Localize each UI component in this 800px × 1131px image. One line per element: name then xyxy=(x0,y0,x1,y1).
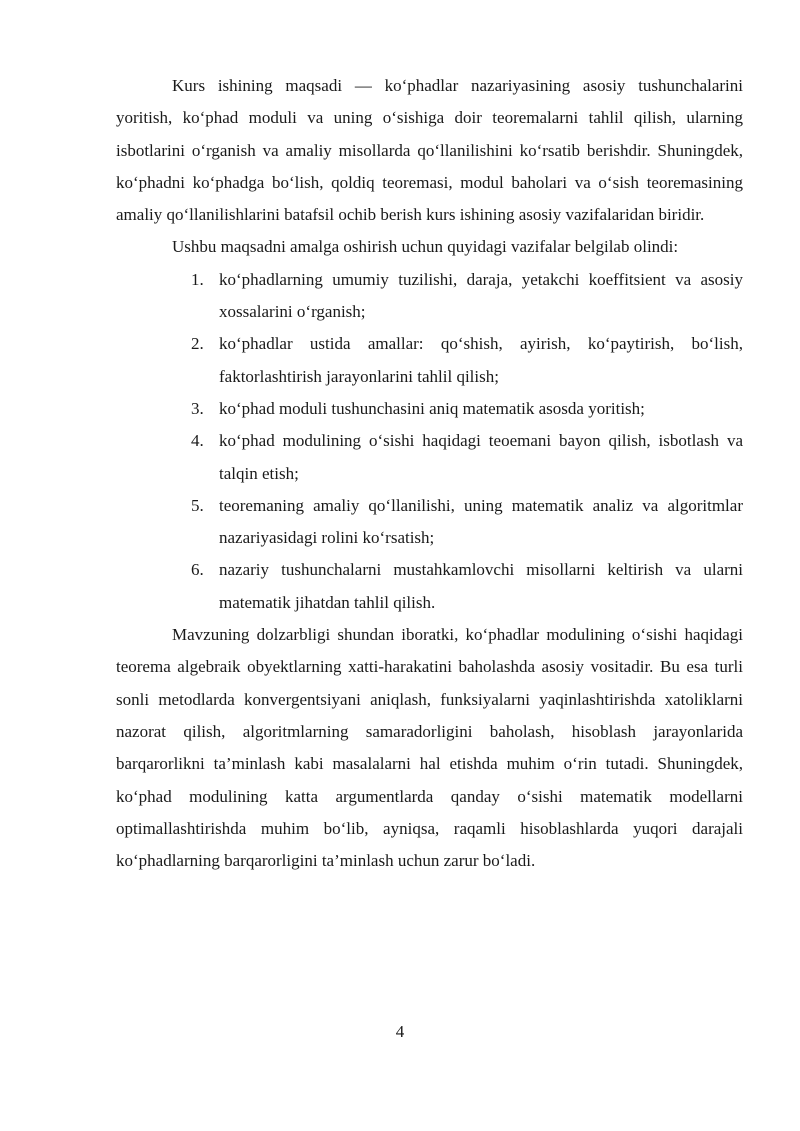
list-item-text: nazariy tushunchalarni mustahkamlovchi misollarni keltirish va ularni matematik jihatdan tahlil qilish. xyxy=(219,560,743,612)
list-item-text: ko‘phadlarning umumiy tuzilishi, daraja, yetakchi koeffitsient va asosiy xossalarini o‘rganish; xyxy=(219,269,743,322)
list-item-number: 5. xyxy=(191,495,204,515)
list-item-number: 6. xyxy=(191,560,204,580)
page-number: 4 xyxy=(395,1022,405,1041)
tasks-lead-paragraph: Ushbu maqsadni amalga oshirish uchun quyidagi vazifalar belgilab olindi: xyxy=(172,237,679,257)
list-item-text: ko‘phad moduli tushunchasini aniq matematik asosda yoritish; xyxy=(219,398,645,418)
tasks-list xyxy=(116,264,743,619)
list-item xyxy=(191,554,743,619)
list-item-number: 1. xyxy=(191,269,204,289)
list-item xyxy=(191,425,743,490)
relevance-paragraph: Mavzuning dolzarbligi shundan iboratki, ko‘phadlar modulining o‘sishi haqidagi teorema algebraik obyektlarning xatti-harakatini baholashda asosiy vositadir. Bu esa turli sonli metodlarda konvergentsiyani aniqlash, funksiyalarni yaqinlashtirishda xatoliklarni nazorat qilish, algoritmlarning samaradorligini baholash, hisoblash jarayonlarida barqarorlikni ta’minlash kabi masalalarni hal etishda muhim o‘rin tutadi. Shuningdek, ko‘phad modulining katta argumentlarda qanday o‘sishi matematik modellarni optimallashtirishda muhim bo‘lib, ayniqsa, raqamli hisoblashlarda yuqori darajali ko‘phadlarning barqarorligini ta’minlash uchun zarur bo‘ladi. xyxy=(116,625,743,871)
list-item-text: ko‘phad modulining o‘sishi haqidagi teoemani bayon qilish, isbotlash va talqin etish; xyxy=(219,431,743,483)
list-item-number: 2. xyxy=(191,334,204,354)
list-item-text: teoremaning amaliy qo‘llanilishi, uning matematik analiz va algoritmlar nazariyasidagi rolini ko‘rsatish; xyxy=(219,495,743,548)
list-item xyxy=(191,264,743,329)
list-item xyxy=(191,393,743,425)
list-item-text: ko‘phadlar ustida amallar: qo‘shish, ayirish, ko‘paytirish, bo‘lish, faktorlashtirish jarayonlarini tahlil qilish; xyxy=(219,334,743,386)
list-item xyxy=(191,490,743,555)
list-item xyxy=(191,328,743,393)
list-item-number: 4. xyxy=(191,431,204,451)
document-page xyxy=(116,70,743,877)
list-item-number: 3. xyxy=(191,398,204,418)
intro-paragraph: Kurs ishining maqsadi — ko‘phadlar nazariyasining asosiy tushunchalarini yoritish, ko‘phad moduli va uning o‘sishiga doir teoremalarni tahlil qilish, ularning isbotlarini o‘rganish va amaliy misollarda qo‘llanilishini ko‘rsatib berishdir. Shuningdek, ko‘phadni ko‘phadga bo‘lish, qoldiq teoremasi, modul baholari va o‘sish teoremasining amaliy qo‘llanilishlarini batafsil ochib berish kurs ishining asosiy vazifalaridan biridir. xyxy=(116,76,743,225)
